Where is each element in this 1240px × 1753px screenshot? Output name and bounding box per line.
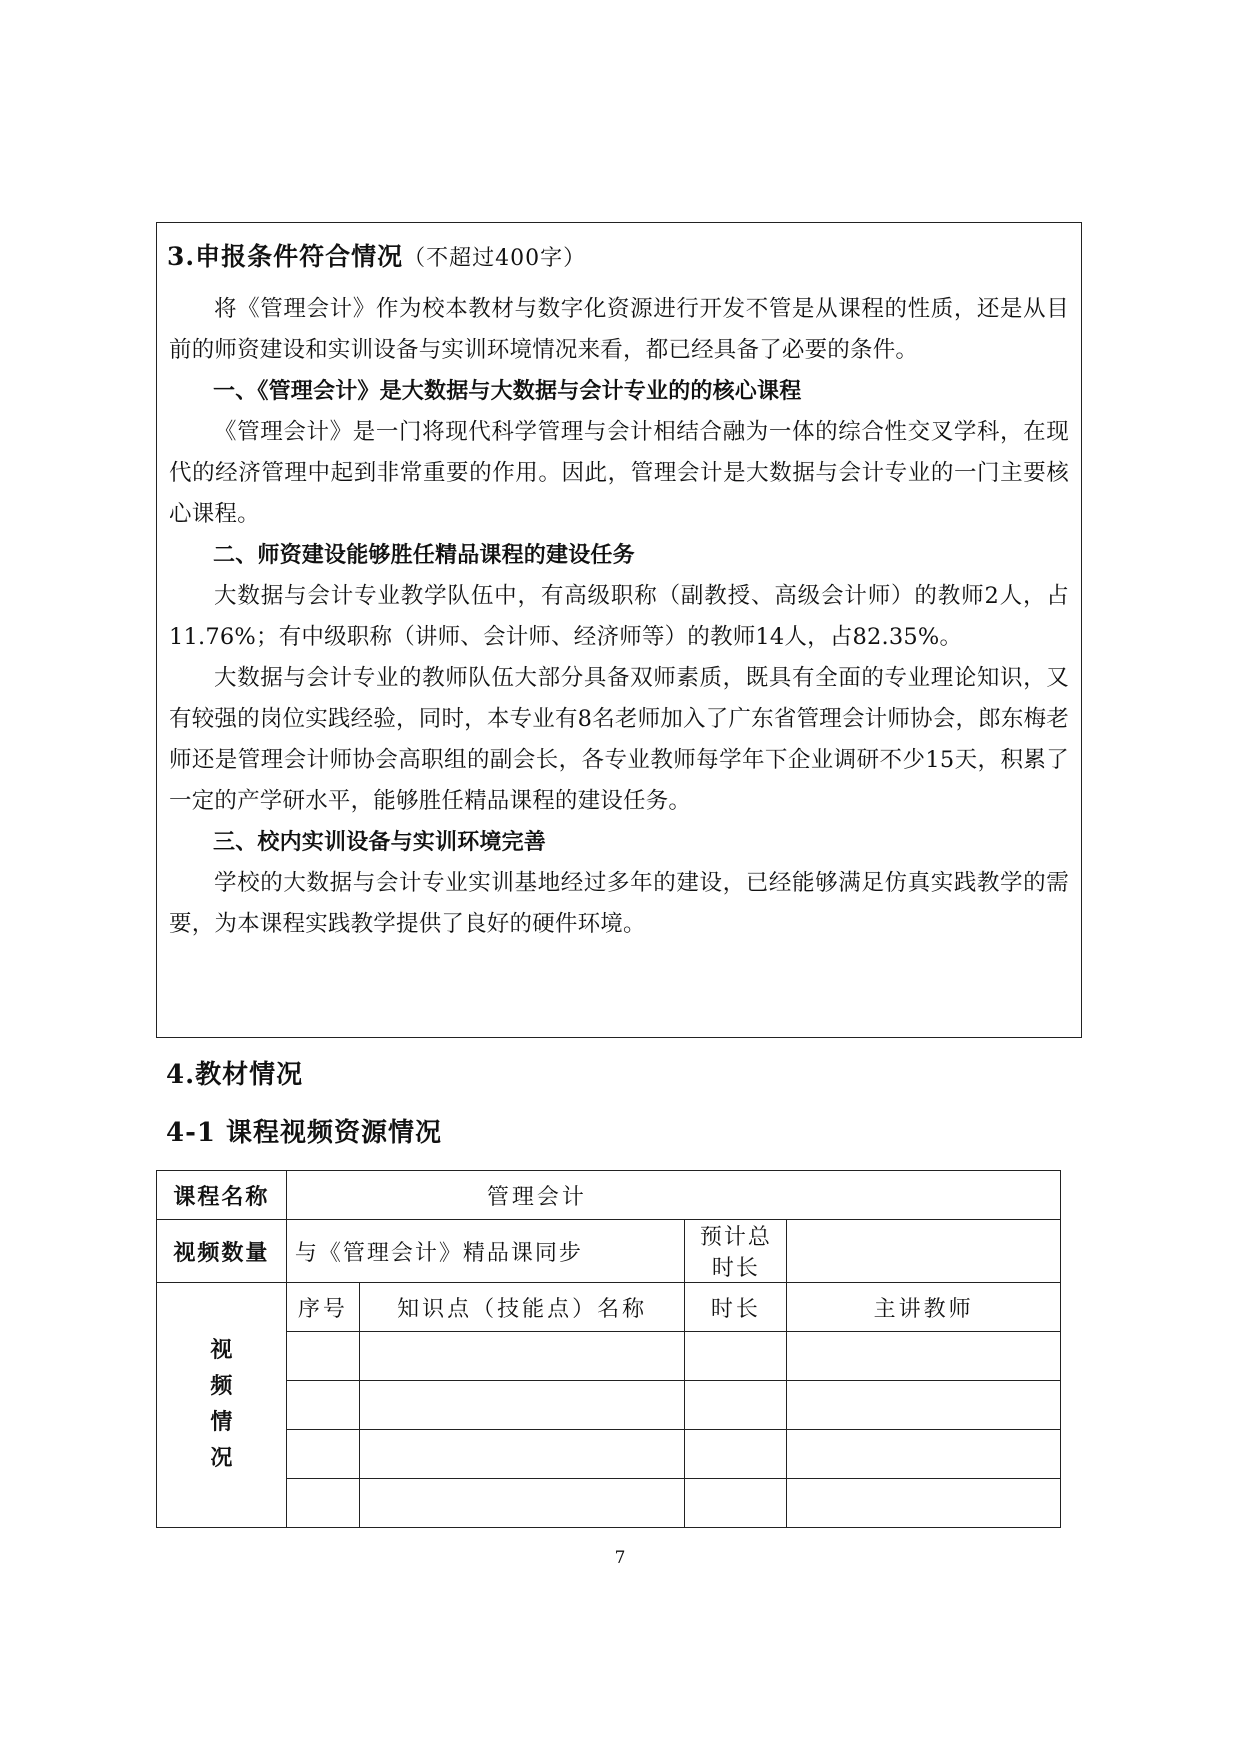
section3-subheading: 二、师资建设能够胜任精品课程的建设任务	[213, 543, 635, 568]
table-cell	[359, 1332, 685, 1381]
video-info-char: 情	[210, 1410, 233, 1435]
section3-paragraph: 大数据与会计专业的教师队伍大部分具备双师素质，既具有全面的专业理论知识，又有较强的岗位实践经验，同时，本专业有8名老师加入了广东省管理会计师协会，郎东梅老师还是管理会计师协会高职组的副会长，各专业教师每学年下企业调研不少15天，积累了一定的产学研水平，能够胜任精品课程的建设任务。	[169, 665, 1069, 814]
header-serial: 序号	[286, 1283, 359, 1332]
page-number: 7	[614, 1548, 626, 1568]
video-count-row	[157, 1220, 1061, 1283]
section3-paragraph: 大数据与会计专业教学队伍中，有高级职称（副教授、高级会计师）的教师2人，占11.76%；有中级职称（讲师、会计师、经济师等）的教师14人，占82.35%。	[169, 583, 1069, 650]
section3-subheading: 三、校内实训设备与实训环境完善	[213, 830, 547, 855]
video-header-row	[157, 1283, 1061, 1332]
table-row	[157, 1479, 1061, 1528]
course-name-row	[157, 1171, 1061, 1220]
section3-paragraph: 学校的大数据与会计专业实训基地经过多年的建设，已经能够满足仿真实践教学的需要，为本课程实践教学提供了良好的硬件环境。	[169, 870, 1069, 937]
section3-title	[167, 237, 586, 273]
table-cell	[286, 1430, 359, 1479]
video-info-char: 频	[210, 1374, 233, 1399]
header-duration: 时长	[685, 1283, 787, 1332]
course-name-value: 管理会计	[286, 1171, 1060, 1220]
video-info-char: 况	[210, 1446, 233, 1471]
section3-box	[156, 222, 1082, 1038]
header-lecturer: 主讲教师	[787, 1283, 1061, 1332]
section3-title-note: （不超过400字）	[403, 246, 587, 271]
table-row	[157, 1332, 1061, 1381]
table-cell	[685, 1430, 787, 1479]
table-cell	[286, 1381, 359, 1430]
table-cell	[359, 1430, 685, 1479]
section4-title: 4.教材情况	[166, 1060, 304, 1090]
table-cell	[787, 1381, 1061, 1430]
table-cell	[787, 1479, 1061, 1528]
section3-paragraph: 将《管理会计》作为校本教材与数字化资源进行开发不管是从课程的性质，还是从目前的师资建设和实训设备与实训环境情况来看，都已经具备了必要的条件。	[169, 296, 1069, 363]
table-cell	[685, 1479, 787, 1528]
table-cell	[359, 1381, 685, 1430]
video-resource-table	[156, 1170, 1061, 1528]
section4-subtitle: 4-1 课程视频资源情况	[166, 1118, 443, 1148]
est-duration-value	[787, 1220, 1061, 1283]
table-cell	[286, 1479, 359, 1528]
header-knowledge-point: 知识点（技能点）名称	[359, 1283, 685, 1332]
table-cell	[286, 1332, 359, 1381]
est-duration-label: 预计总时长	[685, 1220, 787, 1283]
table-cell	[685, 1381, 787, 1430]
table-cell	[685, 1332, 787, 1381]
video-info-label	[157, 1283, 287, 1528]
section3-title-text: 3.申报条件符合情况	[167, 242, 404, 271]
table-cell	[359, 1479, 685, 1528]
table-cell	[787, 1430, 1061, 1479]
video-count-label: 视频数量	[157, 1220, 287, 1283]
course-name-label: 课程名称	[157, 1171, 287, 1220]
section3-paragraph: 《管理会计》是一门将现代科学管理与会计相结合融为一体的综合性交叉学科，在现代的经济管理中起到非常重要的作用。因此，管理会计是大数据与会计专业的一门主要核心课程。	[169, 419, 1069, 527]
video-info-char: 视	[210, 1338, 233, 1363]
section3-subheading: 一、《管理会计》是大数据与大数据与会计专业的的核心课程	[213, 379, 802, 404]
table-row	[157, 1430, 1061, 1479]
video-count-value: 与《管理会计》精品课同步	[286, 1220, 685, 1283]
table-cell	[787, 1332, 1061, 1381]
section3-content	[169, 289, 1069, 945]
table-row	[157, 1381, 1061, 1430]
